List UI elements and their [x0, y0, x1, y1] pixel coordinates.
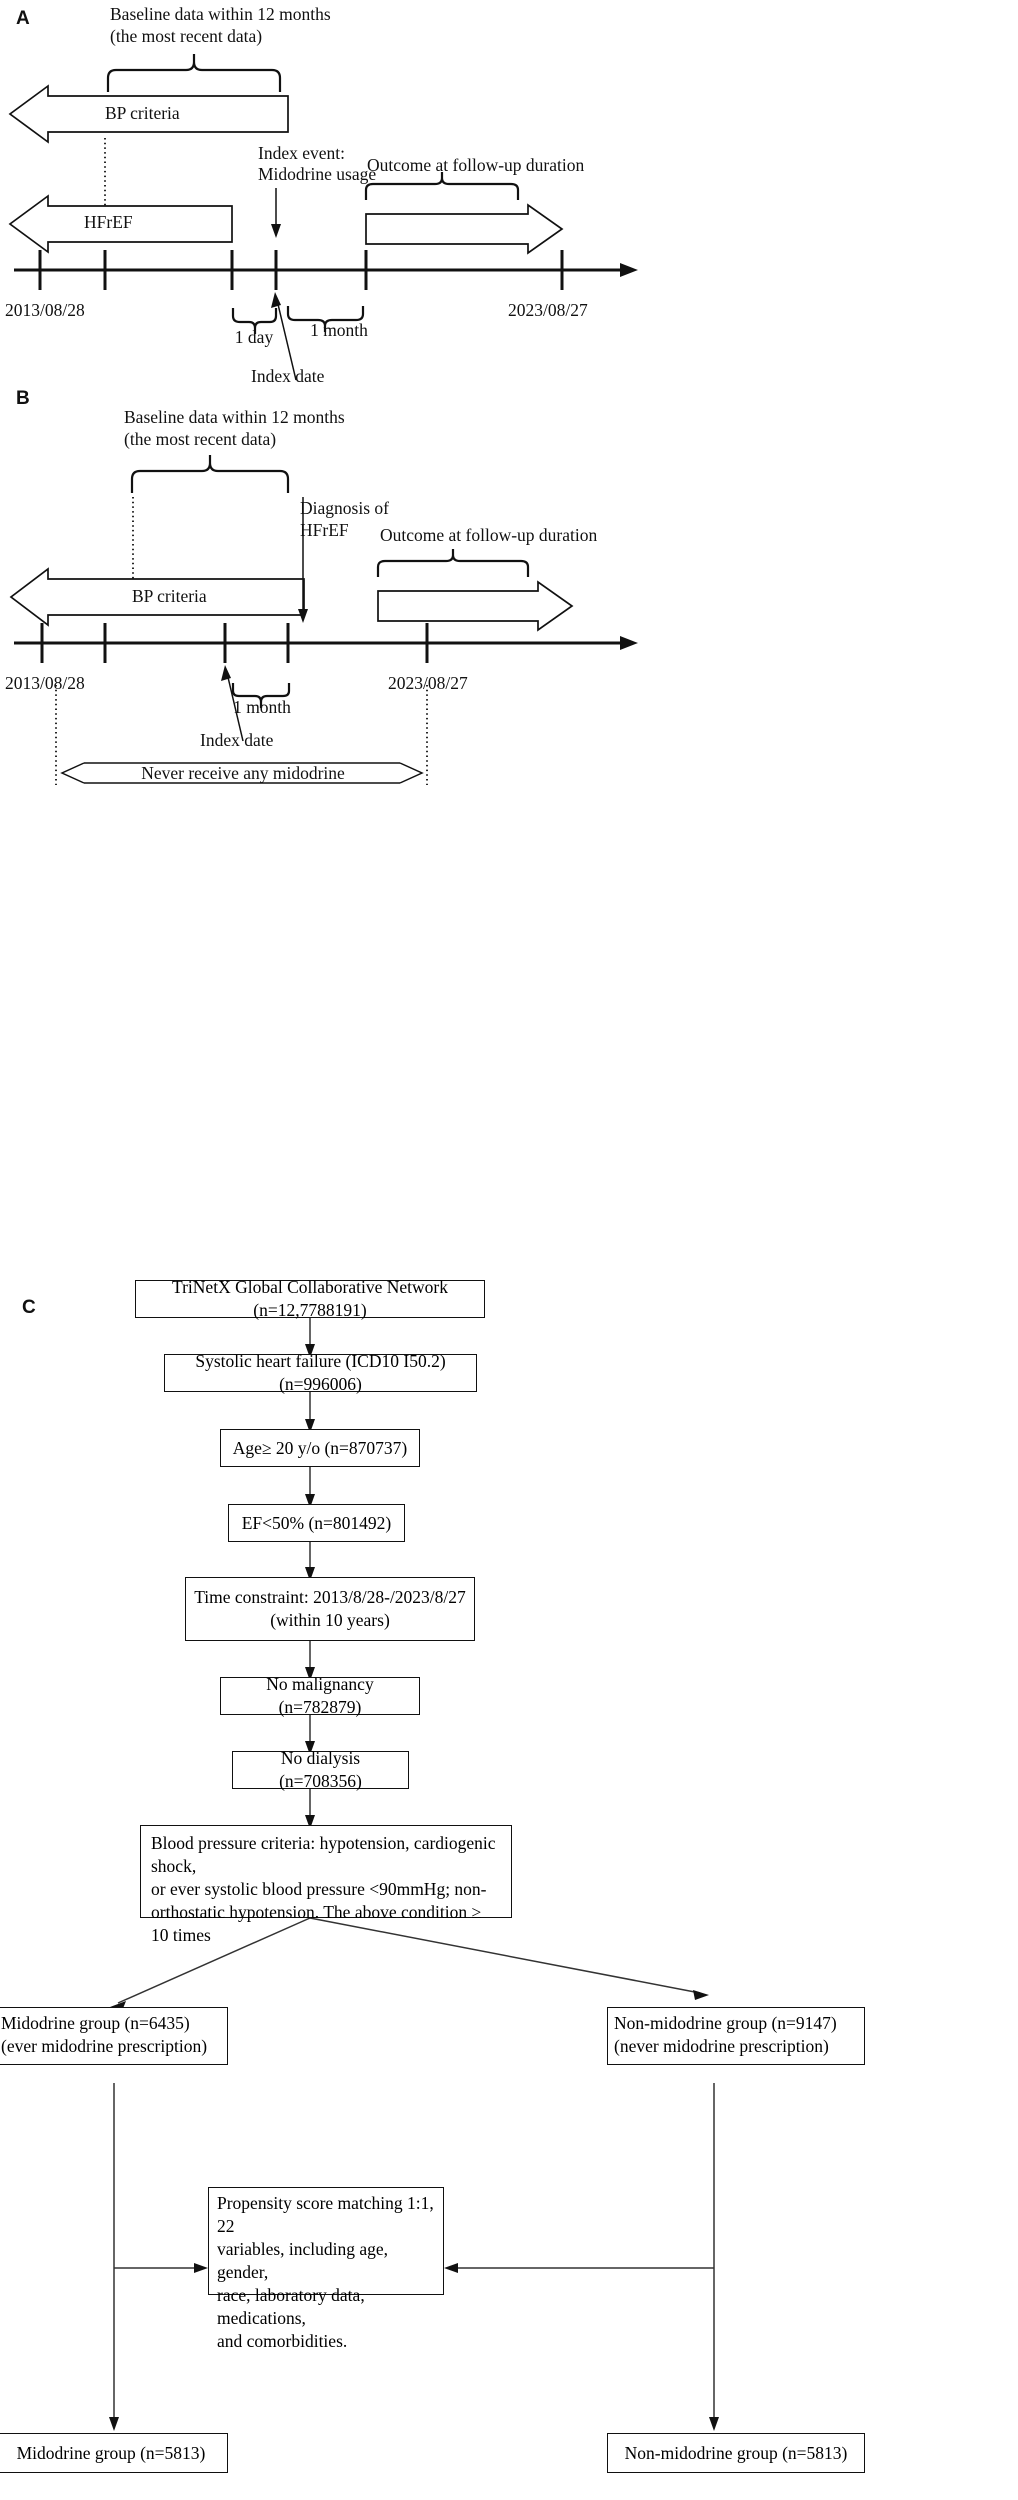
panel-c [0, 1255, 1018, 2500]
flow-step-6: No dialysis (n=708356) [232, 1751, 409, 1789]
flow-midodrine-group-line1: Midodrine group (n=6435) [1, 2013, 190, 2033]
flow-step-2: Age≥ 20 y/o (n=870737) [220, 1429, 420, 1467]
flow-bp-criteria-line1: Blood pressure criteria: hypotension, cardiogenic shock, [151, 1833, 496, 1876]
panel-b-letter: B [16, 388, 30, 409]
panel-b-never-midodrine-label: Never receive any midodrine [141, 763, 345, 783]
flow-psm-line4: and comorbidities. [217, 2331, 348, 2351]
panel-a-baseline-note-line1: Baseline data within 12 months [110, 4, 331, 24]
flow-midodrine-group-line2: (ever midodrine prescription) [1, 2036, 208, 2056]
flow-non-midodrine-group-line1: Non-midodrine group (n=9147) [614, 2013, 837, 2033]
flow-psm-line2: variables, including age, gender, [217, 2239, 389, 2282]
panel-a-baseline-note-line2: (the most recent data) [110, 26, 263, 46]
flow-step-3: EF<50% (n=801492) [228, 1504, 405, 1542]
panel-a-end-date: 2023/08/27 [508, 300, 588, 320]
panel-b-baseline-note-line2: (the most recent data) [124, 429, 277, 449]
flow-step-4-line2: (within 10 years) [270, 1610, 390, 1630]
panel-a-index-event-line2: Midodrine usage [258, 164, 377, 184]
panel-b-bp-criteria-label: BP criteria [132, 586, 207, 606]
flow-midodrine-group-box [0, 2007, 228, 2065]
panel-b-index-date-label: Index date [200, 730, 274, 750]
panel-b-start-date: 2013/08/28 [5, 673, 85, 693]
panel-a-index-event-line1: Index event: [258, 143, 345, 163]
panel-b-one-month-label: 1 month [233, 697, 291, 717]
panel-a-one-day-label: 1 day [234, 327, 274, 347]
flow-step-5: No malignancy (n=782879) [220, 1677, 420, 1715]
flow-final-midodrine-box: Midodrine group (n=5813) [0, 2433, 228, 2473]
panel-b-diagnosis-line1: Diagnosis of [300, 498, 389, 518]
flow-step-1: Systolic heart failure (ICD10 I50.2) (n=996006) [164, 1354, 477, 1392]
flow-final-non-midodrine-box: Non-midodrine group (n=5813) [607, 2433, 865, 2473]
panel-b [0, 385, 1018, 785]
panel-b-end-date: 2023/08/27 [388, 673, 468, 693]
flow-non-midodrine-group-line2: (never midodrine prescription) [614, 2036, 829, 2056]
flow-psm-line1: Propensity score matching 1:1, 22 [217, 2193, 434, 2236]
flow-step-4-line1: Time constraint: 2013/8/28-/2023/8/27 [194, 1587, 466, 1607]
flow-step-4 [185, 1577, 475, 1641]
flow-step-0: TriNetX Global Collaborative Network (n=12,7788191) [135, 1280, 485, 1318]
panel-a-hfref-label: HFrEF [84, 212, 133, 232]
panel-b-outcome-label: Outcome at follow-up duration [380, 525, 598, 545]
panel-b-graphics [0, 385, 1018, 785]
panel-b-diagnosis-line2: HFrEF [300, 520, 349, 540]
flow-psm-box [208, 2187, 444, 2351]
panel-a-letter: A [16, 8, 30, 29]
flow-bp-criteria-line3: orthostatic hypotension. The above condition ≥ 10 times [151, 1902, 482, 1945]
flow-psm-line3: race, laboratory data, medications, [217, 2285, 365, 2328]
panel-a-outcome-label: Outcome at follow-up duration [367, 155, 585, 175]
panel-a-one-month-label: 1 month [310, 320, 368, 340]
panel-c-letter: C [22, 1297, 36, 1318]
panel-a-bp-criteria-label: BP criteria [105, 103, 180, 123]
panel-a-start-date: 2013/08/28 [5, 300, 85, 320]
panel-a-index-date-label: Index date [251, 366, 325, 386]
flow-bp-criteria-box [140, 1825, 512, 1945]
flow-bp-criteria-line2: or ever systolic blood pressure <90mmHg; non- [151, 1879, 487, 1899]
flow-non-midodrine-group-box [607, 2007, 865, 2065]
panel-b-baseline-note-line1: Baseline data within 12 months [124, 407, 345, 427]
